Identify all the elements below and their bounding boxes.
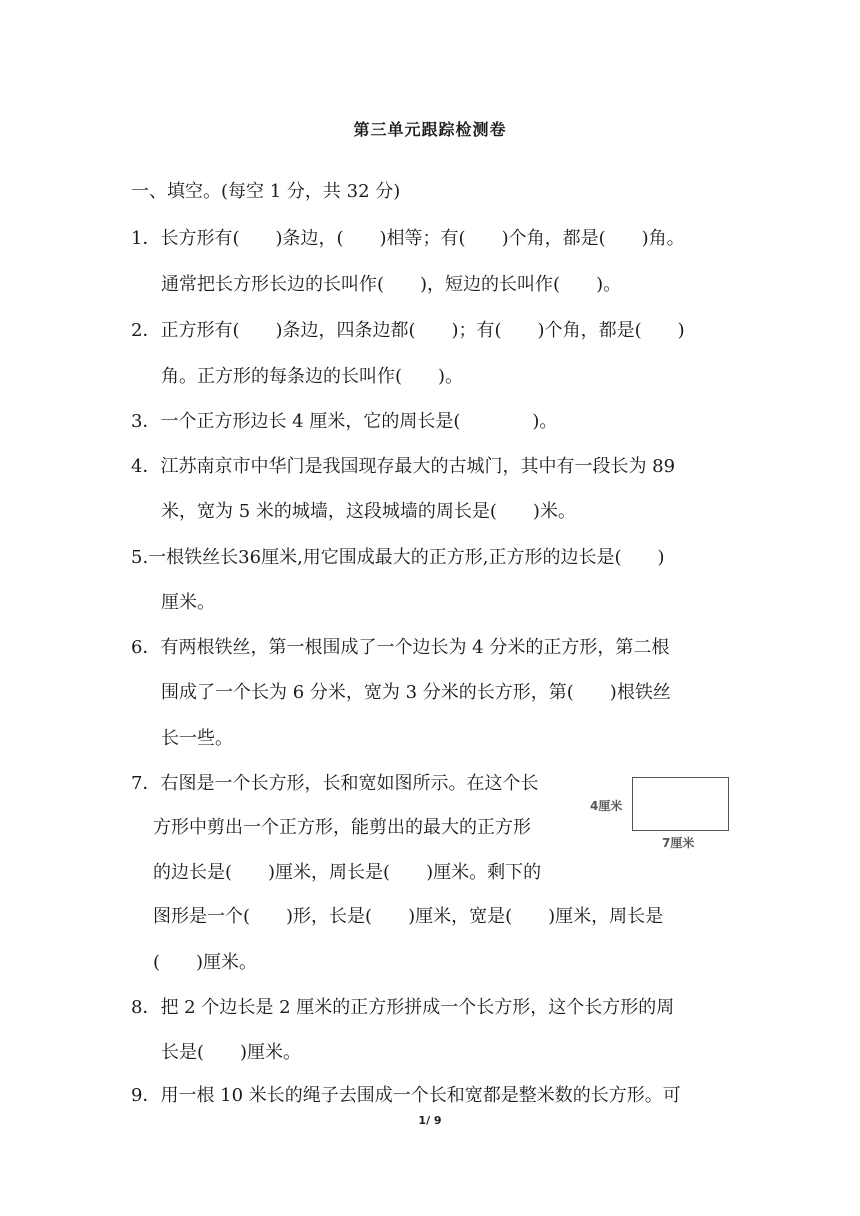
question-7-line-2: 方形中剪出一个正方形，能剪出的最大的正方形: [153, 817, 531, 838]
question-6-line-3: 长一些。: [161, 728, 233, 749]
question-4-line-1: 4．江苏南京市中华门是我国现存最大的古城门，其中有一段长为 89: [131, 456, 676, 477]
question-8-line-1: 8．把 2 个边长是 2 厘米的正方形拼成一个长方形，这个长方形的周: [131, 997, 675, 1018]
question-6-line-2: 围成了一个长为 6 分米，宽为 3 分米的长方形，第( )根铁丝: [161, 682, 671, 703]
question-5-line-1: 5.一根铁丝长36厘米,用它围成最大的正方形,正方形的边长是( ): [131, 547, 665, 568]
question-5-line-2: 厘米。: [161, 592, 215, 613]
rectangle-shape: [632, 777, 729, 831]
question-4-line-2: 米，宽为 5 米的城墙，这段城墙的周长是( )米。: [161, 501, 576, 522]
width-label: 4厘米: [590, 799, 623, 813]
page-title: 第三单元跟踪检测卷: [353, 120, 507, 139]
question-9-line-1: 9．用一根 10 米长的绳子去围成一个长和宽都是整米数的长方形。可: [131, 1085, 681, 1106]
question-7-line-4: 图形是一个( )形，长是( )厘米，宽是( )厘米，周长是: [153, 906, 664, 927]
question-7-line-1: 7．右图是一个长方形，长和宽如图所示。在这个长: [131, 773, 539, 794]
question-1-line-1: 1．长方形有( )条边，( )相等；有( )个角，都是( )角。: [131, 228, 685, 249]
length-label: 7厘米: [662, 836, 695, 850]
question-7-line-5: ( )厘米。: [153, 952, 258, 973]
question-2-line-2: 角。正方形的每条边的长叫作( )。: [161, 366, 464, 387]
question-6-line-1: 6．有两根铁丝，第一根围成了一个边长为 4 分米的正方形，第二根: [131, 637, 670, 658]
question-1-line-2: 通常把长方形长边的长叫作( )，短边的长叫作( )。: [161, 274, 622, 295]
question-3: 3．一个正方形边长 4 厘米，它的周长是( )。: [131, 411, 558, 432]
section-heading: 一、填空。(每空 1 分，共 32 分): [131, 181, 401, 202]
rectangle-figure: [590, 770, 740, 860]
question-7-line-3: 的边长是( )厘米，周长是( )厘米。剩下的: [153, 862, 542, 883]
page-number: 1/ 9: [418, 1114, 442, 1127]
question-2-line-1: 2．正方形有( )条边，四条边都( )；有( )个角，都是( ): [131, 320, 685, 341]
question-8-line-2: 长是( )厘米。: [161, 1042, 302, 1063]
